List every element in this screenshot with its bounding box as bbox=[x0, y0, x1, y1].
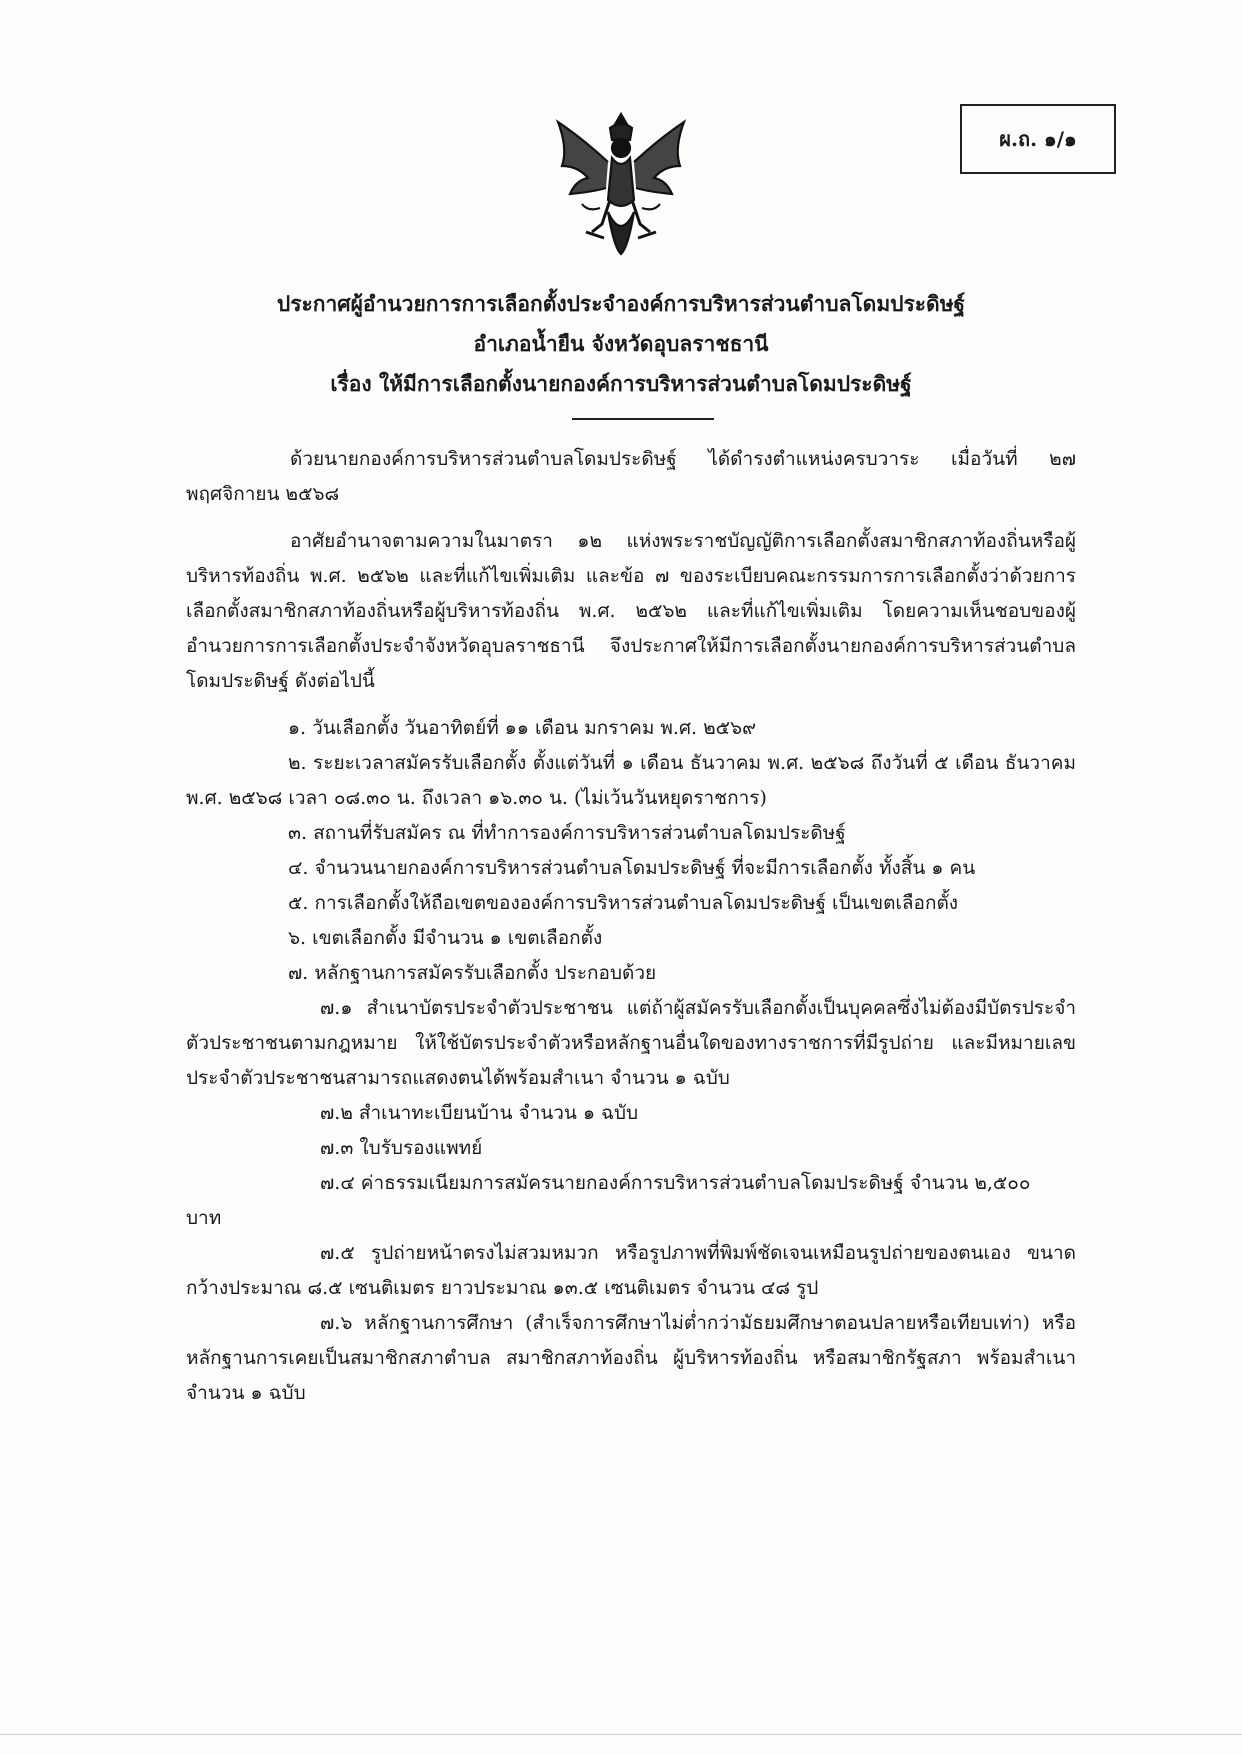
announcement-body bbox=[186, 442, 1076, 1411]
item-application-place: ๓. สถานที่รับสมัคร ณ ที่ทำการองค์การบริหารส่วนตำบลโดมประดิษฐ์ bbox=[288, 822, 846, 844]
subitem-medical-certificate: ๗.๓ ใบรับรองแพทย์ bbox=[320, 1137, 483, 1159]
garuda-emblem-icon bbox=[548, 108, 694, 258]
form-code-box bbox=[960, 104, 1116, 174]
subitem-fee-unit: บาท bbox=[186, 1207, 222, 1229]
item-number-of-positions: ๔. จำนวนนายกองค์การบริหารส่วนตำบลโดมประดิษฐ์ ที่จะมีการเลือกตั้ง ทั้งสิ้น ๑ คน bbox=[288, 857, 976, 879]
header-line-1: ประกาศผู้อำนวยการการเลือกตั้งประจำองค์การบริหารส่วนตำบลโดมประดิษฐ์ bbox=[276, 291, 966, 316]
subitem-house-registration: ๗.๒ สำเนาทะเบียนบ้าน จำนวน ๑ ฉบับ bbox=[320, 1102, 639, 1124]
item-application-period: ๒. ระยะเวลาสมัครรับเลือกตั้ง ตั้งแต่วันที่ ๑ เดือน ธันวาคม พ.ศ. ๒๕๖๘ ถึงวันที่ ๕ เดือน ธันวาคม พ.ศ. ๒๕๖๘ เวลา ๐๘.๓๐ น. ถึงเวลา ๑๖.๓๐ น. (ไม่เว้นวันหยุดราชการ) bbox=[186, 752, 1076, 809]
item-constituency: ๕. การเลือกตั้งให้ถือเขตขององค์การบริหารส่วนตำบลโดมประดิษฐ์ เป็นเขตเลือกตั้ง bbox=[288, 892, 959, 914]
subitem-id-card: ๗.๑ สำเนาบัตรประจำตัวประชาชน แต่ถ้าผู้สมัครรับเลือกตั้งเป็นบุคคลซึ่งไม่ต้องมีบัตรประจำตัวประชาชนตามกฎหมาย ให้ใช้บัตรประจำตัวหรือหลักฐานอื่นใดของทางราชการที่มีรูปถ่าย และมีหมายเลขประจำตัวประชาชนสามารถแสดงตนได้พร้อมสำเนา จำนวน ๑ ฉบับ bbox=[186, 997, 1076, 1089]
item-election-date: ๑. วันเลือกตั้ง วันอาทิตย์ที่ ๑๑ เดือน มกราคม พ.ศ. ๒๕๖๙ bbox=[288, 717, 756, 739]
subitem-education: ๗.๖ หลักฐานการศึกษา (สำเร็จการศึกษาไม่ต่ำกว่ามัธยมศึกษาตอนปลายหรือเทียบเท่า) หรือหลักฐานการเคยเป็นสมาชิกสภาตำบล สมาชิกสภาท้องถิ่น ผู้บริหารท้องถิ่น หรือสมาชิกรัฐสภา พร้อมสำเนา จำนวน ๑ ฉบับ bbox=[186, 1312, 1076, 1404]
item-required-documents: ๗. หลักฐานการสมัครรับเลือกตั้ง ประกอบด้วย bbox=[288, 962, 657, 984]
header-line-2: อำเภอน้ำยืน จังหวัดอุบลราชธานี bbox=[473, 331, 769, 356]
item-constituency-count: ๖. เขตเลือกตั้ง มีจำนวน ๑ เขตเลือกตั้ง bbox=[288, 927, 603, 949]
paragraph-authority: อาศัยอำนาจตามความในมาตรา ๑๒ แห่งพระราชบัญญัติการเลือกตั้งสมาชิกสภาท้องถิ่นหรือผู้บริหารท้องถิ่น พ.ศ. ๒๕๖๒ และที่แก้ไขเพิ่มเติม และข้อ ๗ ของระเบียบคณะกรรมการการเลือกตั้งว่าด้วยการเลือกตั้งสมาชิกสภาท้องถิ่นหรือผู้บริหารท้องถิ่น พ.ศ. ๒๕๖๒ และที่แก้ไขเพิ่มเติม โดยความเห็นชอบของผู้อำนวยการการเลือกตั้งประจำจังหวัดอุบลราชธานี จึงประกาศให้มีการเลือกตั้งนายกองค์การบริหารส่วนตำบลโดมประดิษฐ์ ดังต่อไปนี้ bbox=[186, 530, 1076, 692]
paragraph-reason: ด้วยนายกองค์การบริหารส่วนตำบลโดมประดิษฐ์ ได้ดำรงตำแหน่งครบวาระ เมื่อวันที่ ๒๗ พฤศจิกายน ๒๕๖๘ bbox=[186, 448, 1076, 505]
announcement-header bbox=[120, 284, 1122, 404]
subitem-fee: ๗.๔ ค่าธรรมเนียมการสมัครนายกองค์การบริหารส่วนตำบลโดมประดิษฐ์ จำนวน ๒,๕๐๐ bbox=[320, 1172, 1031, 1194]
scan-edge bbox=[0, 1734, 1242, 1735]
form-code: ผ.ถ. ๑/๑ bbox=[999, 127, 1077, 151]
subitem-photos: ๗.๕ รูปถ่ายหน้าตรงไม่สวมหมวก หรือรูปภาพที่พิมพ์ชัดเจนเหมือนรูปถ่ายของตนเอง ขนาดกว้างประมาณ ๘.๕ เซนติเมตร ยาวประมาณ ๑๓.๕ เซนติเมตร จำนวน ๔๘ รูป bbox=[186, 1242, 1076, 1299]
header-subject: เรื่อง ให้มีการเลือกตั้งนายกองค์การบริหารส่วนตำบลโดมประดิษฐ์ bbox=[330, 371, 912, 396]
header-divider bbox=[572, 418, 714, 420]
